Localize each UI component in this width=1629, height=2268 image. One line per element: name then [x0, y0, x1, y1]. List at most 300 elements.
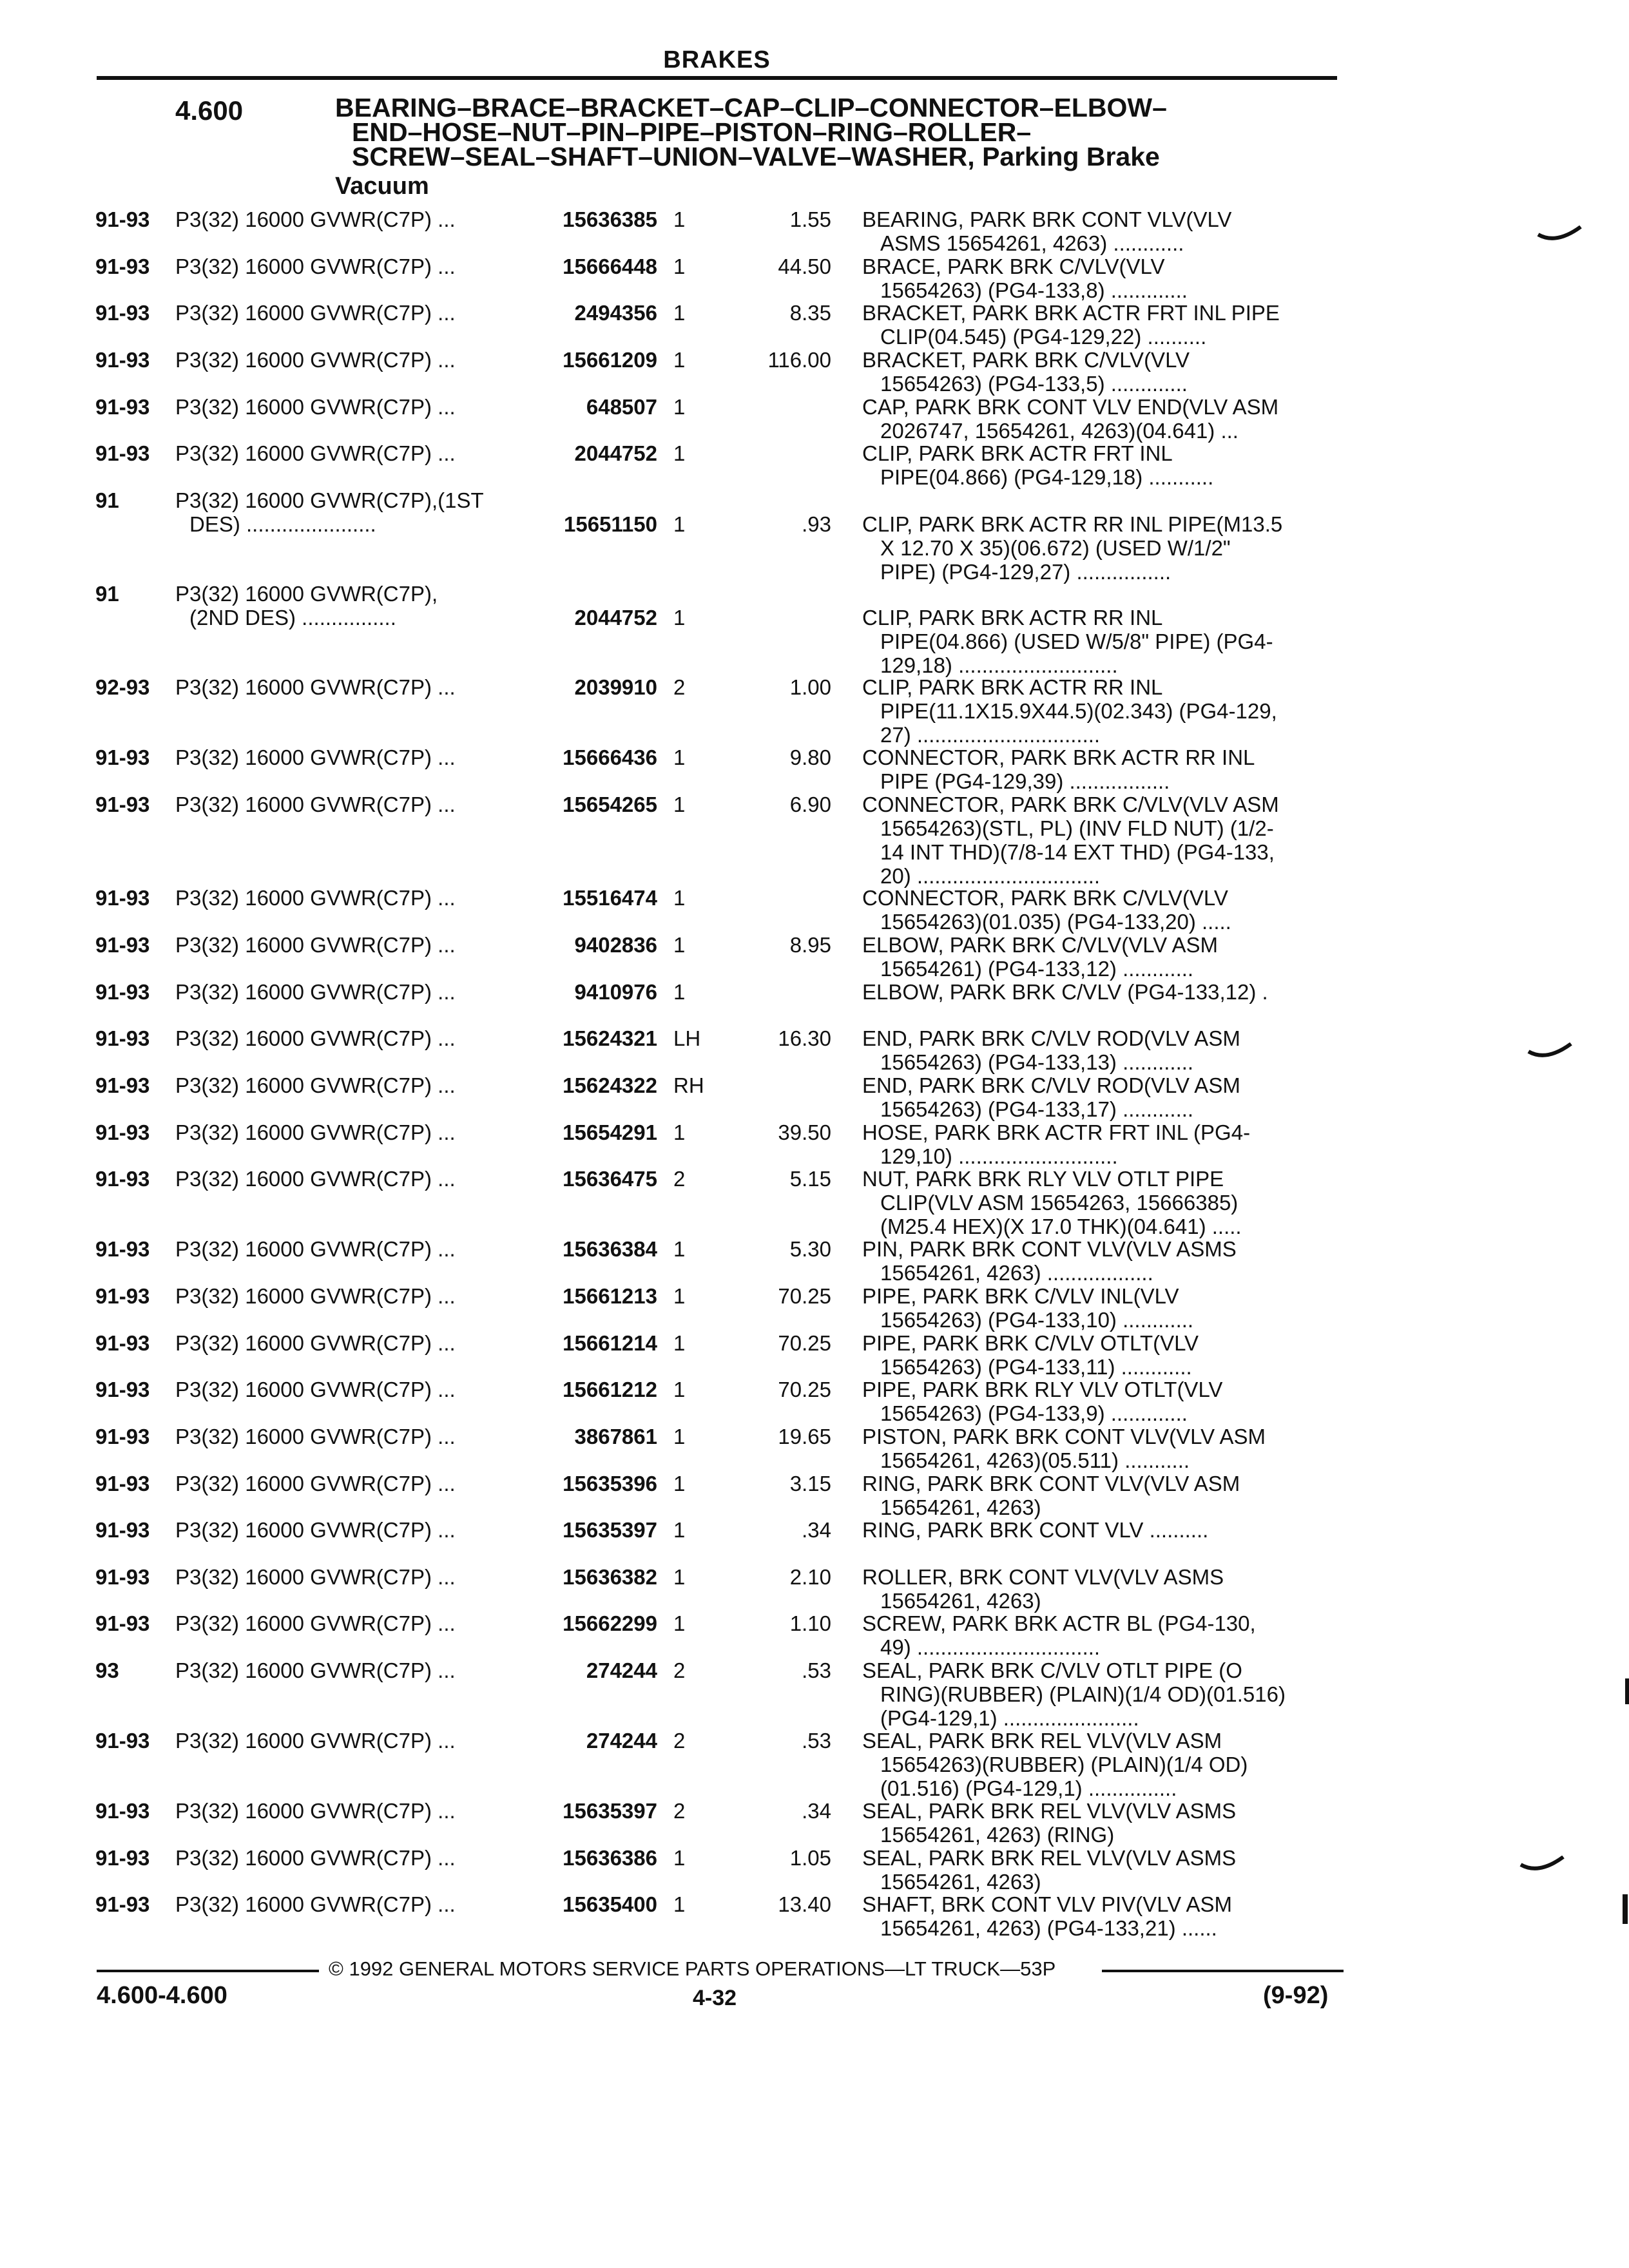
- model-description: [175, 1378, 456, 1401]
- description-line: (01.516) (PG4-129,1) ...............: [880, 1776, 1177, 1801]
- description-line: SEAL, PARK BRK REL VLV(VLV ASMS: [862, 1845, 1237, 1870]
- quantity: 1: [673, 1120, 686, 1144]
- description-line: SHAFT, BRK CONT VLV PIV(VLV ASM: [862, 1892, 1232, 1917]
- description-line: BRACKET, PARK BRK ACTR FRT INL PIPE: [862, 301, 1280, 325]
- model-description: [175, 441, 456, 465]
- model-text: P3(32) 16000 GVWR(C7P): [175, 1799, 432, 1823]
- model-text: P3(32) 16000 GVWR(C7P): [175, 1471, 432, 1495]
- leader-dots: ...: [431, 1658, 456, 1683]
- footer-rule-left: [97, 1970, 319, 1972]
- description-line: 15654263) (PG4-133,11) ............: [880, 1354, 1192, 1379]
- quantity: 1: [673, 1564, 686, 1589]
- part-description: [862, 441, 1339, 489]
- description-line: 15654261, 4263) (RING): [880, 1823, 1115, 1847]
- leader-dots: ...: [431, 933, 456, 957]
- model-text: P3(32) 16000 GVWR(C7P): [175, 933, 432, 957]
- description-line: ELBOW, PARK BRK C/VLV (PG4-133,12) .: [862, 979, 1268, 1004]
- part-number: 15636386: [563, 1845, 657, 1870]
- part-number: 15651150: [563, 512, 657, 536]
- part-description: [862, 1729, 1339, 1800]
- quantity: 1: [673, 1892, 686, 1917]
- part-description: [862, 886, 1339, 934]
- description-line: 27) ...............................: [880, 723, 1101, 747]
- description-line: 15654261, 4263): [880, 1495, 1041, 1519]
- description-line: 15654263) (PG4-133,10) ............: [880, 1307, 1194, 1332]
- description-line: CONNECTOR, PARK BRK C/VLV(VLV: [862, 886, 1228, 910]
- model-years: 91-93: [95, 979, 150, 1004]
- price: 13.40: [778, 1892, 831, 1917]
- part-number: 15516474: [563, 886, 657, 910]
- model-text: P3(32) 16000 GVWR(C7P): [175, 301, 432, 325]
- quantity: 1: [673, 1424, 686, 1448]
- leader-dots: ...: [431, 1026, 456, 1051]
- model-description: [175, 886, 456, 910]
- section-header: BRAKES: [663, 46, 771, 73]
- part-description: [862, 1073, 1339, 1121]
- model-text: P3(32) 16000 GVWR(C7P): [175, 1518, 432, 1542]
- description-line: CAP, PARK BRK CONT VLV END(VLV ASM: [862, 394, 1279, 419]
- model-text: P3(32) 16000 GVWR(C7P): [175, 394, 432, 419]
- leader-dots: ...: [431, 979, 456, 1004]
- model-description: [175, 1331, 456, 1355]
- quantity: 1: [673, 347, 686, 372]
- description-line: PIPE(04.866) (PG4-129,18) ...........: [880, 465, 1214, 490]
- quantity: RH: [673, 1073, 704, 1097]
- model-text: P3(32) 16000 GVWR(C7P): [175, 1845, 432, 1870]
- description-line: 15654263) (PG4-133,17) ............: [880, 1097, 1194, 1121]
- model-description: [175, 1120, 456, 1144]
- quantity: 1: [673, 1845, 686, 1870]
- model-years: 91: [95, 582, 119, 606]
- price: .53: [802, 1658, 831, 1683]
- part-number: 15654265: [563, 793, 657, 817]
- description-line: BRACE, PARK BRK C/VLV(VLV: [862, 254, 1165, 278]
- price: 5.15: [789, 1167, 831, 1191]
- model-years: 91-93: [95, 394, 150, 419]
- description-line: ELBOW, PARK BRK C/VLV(VLV ASM: [862, 933, 1219, 957]
- description-line: 14 INT THD)(7/8-14 EXT THD) (PG4-133,: [880, 840, 1275, 865]
- model-years: 91-93: [95, 207, 150, 231]
- description-line: END, PARK BRK C/VLV ROD(VLV ASM: [862, 1073, 1240, 1097]
- part-number: 15654291: [563, 1120, 657, 1144]
- quantity: 1: [673, 933, 686, 957]
- description-line: X 12.70 X 35)(06.672) (USED W/1/2": [880, 535, 1231, 560]
- part-number: 274244: [586, 1729, 657, 1753]
- model-text: P3(32) 16000 GVWR(C7P): [175, 1120, 432, 1144]
- model-description: [175, 1425, 456, 1448]
- part-number: 3867861: [574, 1424, 657, 1448]
- price: 2.10: [789, 1564, 831, 1589]
- model-description: [175, 301, 456, 325]
- price: 3.15: [789, 1471, 831, 1495]
- price: .93: [802, 512, 831, 536]
- leader-dots: ...: [431, 1799, 456, 1823]
- description-line: CLIP(04.545) (PG4-129,22) ..........: [880, 325, 1207, 349]
- model-description: [175, 1729, 456, 1753]
- part-number: 15666448: [563, 254, 657, 278]
- part-description: [862, 1565, 1339, 1613]
- description-line: BEARING, PARK BRK CONT VLV(VLV: [862, 207, 1232, 231]
- part-number: 15662299: [563, 1611, 657, 1636]
- quantity: 1: [673, 1518, 686, 1542]
- model-description: [175, 1611, 456, 1635]
- part-number: 15635397: [563, 1799, 657, 1823]
- part-description: [862, 1892, 1339, 1940]
- quantity: LH: [673, 1026, 701, 1051]
- price: 44.50: [778, 254, 831, 278]
- description-line: ASMS 15654261, 4263) ............: [880, 231, 1184, 255]
- leader-dots: ...: [431, 675, 456, 700]
- description-line: 15654263)(RUBBER) (PLAIN)(1/4 OD): [880, 1753, 1248, 1777]
- part-number: 15635400: [563, 1892, 657, 1917]
- price: 1.55: [789, 207, 831, 231]
- part-description: [862, 933, 1339, 981]
- part-number: 15661214: [563, 1331, 657, 1355]
- leader-dots: ...: [431, 1378, 456, 1402]
- leader-dots: ...: [431, 254, 456, 278]
- price: 1.00: [789, 675, 831, 700]
- part-description: [862, 207, 1339, 255]
- price: .53: [802, 1729, 831, 1753]
- description-line: 49) ...............................: [880, 1635, 1101, 1660]
- model-years: 91-93: [95, 933, 150, 957]
- description-line: 20) ...............................: [880, 864, 1101, 889]
- model-years: 91-93: [95, 1120, 150, 1144]
- model-text: P3(32) 16000 GVWR(C7P): [175, 1611, 432, 1636]
- description-line: 15654261) (PG4-133,12) ............: [880, 957, 1194, 981]
- quantity: 2: [673, 675, 686, 700]
- description-line: 15654261, 4263): [880, 1588, 1041, 1613]
- quantity: 1: [673, 207, 686, 231]
- model-text: P3(32) 16000 GVWR(C7P): [175, 1378, 432, 1402]
- model-years: 91-93: [95, 793, 150, 817]
- model-description: [175, 745, 456, 769]
- model-continuation: DES) ......................: [189, 512, 376, 536]
- leader-dots: ...: [431, 1424, 456, 1448]
- quantity: 1: [673, 512, 686, 536]
- model-description: [175, 793, 456, 816]
- quantity: 1: [673, 745, 686, 770]
- group-title-line-2: END–HOSE–NUT–PIN–PIPE–PISTON–RING–ROLLER–: [352, 117, 1032, 147]
- leader-dots: ...: [431, 1283, 456, 1308]
- part-description: [862, 793, 1339, 888]
- part-number: 15635397: [563, 1518, 657, 1542]
- price: 8.35: [789, 301, 831, 325]
- model-text: P3(32) 16000 GVWR(C7P): [175, 1331, 432, 1355]
- part-description: [862, 1167, 1339, 1238]
- leader-dots: ...: [431, 441, 456, 466]
- model-years: 91-93: [95, 1283, 150, 1308]
- price: 8.95: [789, 933, 831, 957]
- model-text: P3(32) 16000 GVWR(C7P): [175, 886, 432, 910]
- part-number: 15661212: [563, 1378, 657, 1402]
- footer-range: 4.600-4.600: [97, 1982, 227, 2009]
- part-number: 15661209: [563, 347, 657, 372]
- group-title-line-3: SCREW–SEAL–SHAFT–UNION–VALVE–WASHER, Parking Brake: [352, 142, 1160, 171]
- model-years: 91-93: [95, 1378, 150, 1402]
- model-text: P3(32) 16000 GVWR(C7P): [175, 1167, 432, 1191]
- model-years: 92-93: [95, 675, 150, 700]
- model-text: P3(32) 16000 GVWR(C7P): [175, 347, 432, 372]
- leader-dots: ...: [431, 207, 456, 231]
- model-continuation: (2ND DES) ................: [189, 606, 396, 630]
- description-line: BRACKET, PARK BRK C/VLV(VLV: [862, 347, 1190, 372]
- part-description: [862, 1658, 1339, 1730]
- model-text: P3(32) 16000 GVWR(C7P): [175, 1283, 432, 1308]
- description-line: 15654261, 4263) ..................: [880, 1261, 1153, 1285]
- description-line: SCREW, PARK BRK ACTR BL (PG4-130,: [862, 1611, 1256, 1636]
- quantity: 2: [673, 1167, 686, 1191]
- part-description: [862, 1331, 1339, 1379]
- part-description: [862, 255, 1339, 302]
- group-subtitle: Vacuum: [335, 173, 429, 200]
- leader-dots: ...: [431, 347, 456, 372]
- check-mark-icon: [1519, 1856, 1565, 1875]
- description-line: PIPE(11.1X15.9X44.5)(02.343) (PG4-129,: [880, 699, 1277, 724]
- description-line: 15654261, 4263)(05.511) ...........: [880, 1448, 1190, 1472]
- model-years: 91-93: [95, 1471, 150, 1495]
- description-line: RING, PARK BRK CONT VLV(VLV ASM: [862, 1471, 1240, 1495]
- model-years: 91-93: [95, 1729, 150, 1753]
- model-description: [175, 933, 456, 957]
- leader-dots: ...: [431, 886, 456, 910]
- quantity: 1: [673, 793, 686, 817]
- description-line: (PG4-129,1) .......................: [880, 1706, 1139, 1731]
- model-years: 91-93: [95, 1564, 150, 1589]
- leader-dots: ...: [431, 793, 456, 817]
- model-years: 91-93: [95, 301, 150, 325]
- model-description: [175, 675, 456, 699]
- quantity: 1: [673, 1471, 686, 1495]
- price: 1.10: [789, 1611, 831, 1636]
- description-line: PIPE, PARK BRK RLY VLV OTLT(VLV: [862, 1378, 1223, 1402]
- part-number: 15636475: [563, 1167, 657, 1191]
- part-number: 2044752: [574, 606, 657, 630]
- part-number: 2044752: [574, 441, 657, 466]
- description-line: CLIP, PARK BRK ACTR RR INL: [862, 675, 1163, 700]
- footer-copyright: © 1992 GENERAL MOTORS SERVICE PARTS OPERATIONS—LT TRUCK—53P: [329, 1957, 1056, 1980]
- model-description: [175, 395, 456, 419]
- model-years: 91-93: [95, 1845, 150, 1870]
- description-line: 15654263)(01.035) (PG4-133,20) .....: [880, 910, 1231, 934]
- model-description: [175, 1846, 456, 1870]
- part-description: [862, 1378, 1339, 1425]
- model-years: 91-93: [95, 1424, 150, 1448]
- model-description: P3(32) 16000 GVWR(C7P),(1ST: [175, 488, 484, 512]
- quantity: 1: [673, 1237, 686, 1262]
- price: 9.80: [789, 745, 831, 770]
- quantity: 1: [673, 301, 686, 325]
- quantity: 1: [673, 1331, 686, 1355]
- quantity: 1: [673, 886, 686, 910]
- part-description: [862, 1472, 1339, 1519]
- model-text: P3(32) 16000 GVWR(C7P): [175, 1026, 432, 1051]
- quantity: 1: [673, 606, 686, 630]
- footer-rule-right: [1102, 1970, 1344, 1972]
- quantity: 1: [673, 254, 686, 278]
- model-text: P3(32) 16000 GVWR(C7P): [175, 254, 432, 278]
- description-line: NUT, PARK BRK RLY VLV OTLT PIPE: [862, 1167, 1224, 1191]
- part-number: 15666436: [563, 745, 657, 770]
- part-description: [862, 980, 1339, 1004]
- price: 6.90: [789, 793, 831, 817]
- description-line: 129,18) ...........................: [880, 653, 1118, 678]
- description-line: 15654263) (PG4-133,13) ............: [880, 1050, 1194, 1075]
- scan-edge-mark: [1625, 1678, 1629, 1704]
- description-line: PIPE (PG4-129,39) .................: [880, 769, 1170, 794]
- part-description: [862, 512, 1339, 584]
- description-line: ROLLER, BRK CONT VLV(VLV ASMS: [862, 1564, 1224, 1589]
- description-line: 2026747, 15654261, 4263)(04.641) ...: [880, 418, 1239, 443]
- check-mark-icon: [1527, 1043, 1572, 1062]
- description-line: HOSE, PARK BRK ACTR FRT INL (PG4-: [862, 1120, 1251, 1144]
- description-line: 15654263) (PG4-133,8) .............: [880, 278, 1188, 302]
- description-line: 15654263) (PG4-133,5) .............: [880, 371, 1188, 396]
- part-description: [862, 1120, 1339, 1168]
- model-text: P3(32) 16000 GVWR(C7P): [175, 675, 432, 700]
- description-line: SEAL, PARK BRK C/VLV OTLT PIPE (O: [862, 1658, 1242, 1683]
- description-line: PISTON, PARK BRK CONT VLV(VLV ASM: [862, 1424, 1266, 1448]
- leader-dots: ...: [431, 394, 456, 419]
- leader-dots: ...: [431, 1518, 456, 1542]
- part-description: [862, 395, 1339, 443]
- description-line: PIPE, PARK BRK C/VLV INL(VLV: [862, 1283, 1179, 1308]
- model-years: 91: [95, 488, 119, 512]
- leader-dots: ...: [431, 1331, 456, 1355]
- description-line: CONNECTOR, PARK BRK ACTR RR INL: [862, 745, 1255, 770]
- part-number: 2494356: [574, 301, 657, 325]
- model-text: P3(32) 16000 GVWR(C7P): [175, 1564, 432, 1589]
- model-description: [175, 348, 456, 372]
- model-description: [175, 1658, 456, 1682]
- leader-dots: ...: [431, 1564, 456, 1589]
- model-description: [175, 980, 456, 1004]
- model-text: P3(32) 16000 GVWR(C7P): [175, 793, 432, 817]
- part-description: [862, 1237, 1339, 1285]
- part-number: 15624321: [563, 1026, 657, 1051]
- leader-dots: ...: [431, 301, 456, 325]
- leader-dots: ...: [431, 1237, 456, 1262]
- model-years: 93: [95, 1658, 119, 1683]
- price: .34: [802, 1518, 831, 1542]
- part-description: [862, 348, 1339, 396]
- model-text: P3(32) 16000 GVWR(C7P): [175, 1658, 432, 1683]
- model-years: 91-93: [95, 254, 150, 278]
- model-description: [175, 1237, 456, 1261]
- price: 70.25: [778, 1283, 831, 1308]
- model-description: [175, 1892, 456, 1916]
- quantity: 1: [673, 1378, 686, 1402]
- description-line: END, PARK BRK C/VLV ROD(VLV ASM: [862, 1026, 1240, 1051]
- model-text: P3(32) 16000 GVWR(C7P): [175, 207, 432, 231]
- quantity: 2: [673, 1658, 686, 1683]
- model-years: 91-93: [95, 1026, 150, 1051]
- model-years: 91-93: [95, 1073, 150, 1097]
- model-text: P3(32) 16000 GVWR(C7P): [175, 979, 432, 1004]
- description-line: RING, PARK BRK CONT VLV ..........: [862, 1518, 1209, 1542]
- model-years: 91-93: [95, 1167, 150, 1191]
- description-line: PIPE, PARK BRK C/VLV OTLT(VLV: [862, 1331, 1199, 1355]
- description-line: PIPE) (PG4-129,27) ................: [880, 559, 1171, 584]
- description-line: 15654261, 4263) (PG4-133,21) ......: [880, 1916, 1217, 1941]
- part-description: [862, 675, 1339, 747]
- part-description: [862, 1284, 1339, 1332]
- model-description: [175, 1472, 456, 1495]
- model-description: [175, 1026, 456, 1050]
- description-line: 15654263)(STL, PL) (INV FLD NUT) (1/2-: [880, 816, 1274, 841]
- model-description: [175, 1284, 456, 1308]
- price: 70.25: [778, 1331, 831, 1355]
- price: 1.05: [789, 1845, 831, 1870]
- model-text: P3(32) 16000 GVWR(C7P): [175, 1073, 432, 1097]
- part-number: 15661213: [563, 1283, 657, 1308]
- model-years: 91-93: [95, 1331, 150, 1355]
- leader-dots: ...: [431, 1729, 456, 1753]
- group-number: 4.600: [175, 95, 244, 126]
- part-number: 15636385: [563, 207, 657, 231]
- scan-edge-mark: [1623, 1894, 1628, 1924]
- model-text: P3(32) 16000 GVWR(C7P): [175, 1424, 432, 1448]
- leader-dots: ...: [431, 1611, 456, 1636]
- model-description: [175, 255, 456, 278]
- description-line: 129,10) ...........................: [880, 1144, 1118, 1168]
- model-text: P3(32) 16000 GVWR(C7P): [175, 1237, 432, 1262]
- model-description: [175, 1565, 456, 1589]
- leader-dots: ...: [431, 1167, 456, 1191]
- model-text: P3(32) 16000 GVWR(C7P): [175, 1892, 432, 1917]
- price: 39.50: [778, 1120, 831, 1144]
- description-line: CLIP, PARK BRK ACTR FRT INL: [862, 441, 1173, 466]
- model-years: 91-93: [95, 745, 150, 770]
- model-years: 91-93: [95, 347, 150, 372]
- part-description: [862, 301, 1339, 349]
- description-line: PIN, PARK BRK CONT VLV(VLV ASMS: [862, 1237, 1237, 1262]
- description-line: CLIP, PARK BRK ACTR RR INL: [862, 606, 1163, 630]
- quantity: 1: [673, 394, 686, 419]
- quantity: 2: [673, 1729, 686, 1753]
- model-description: [175, 1799, 456, 1823]
- part-description: [862, 1611, 1339, 1659]
- price: .34: [802, 1799, 831, 1823]
- model-years: 91-93: [95, 886, 150, 910]
- model-description: [175, 1167, 456, 1191]
- check-mark-icon: [1537, 226, 1582, 245]
- description-line: CLIP(VLV ASM 15654263, 15666385): [880, 1191, 1239, 1215]
- description-line: RING)(RUBBER) (PLAIN)(1/4 OD)(01.516): [880, 1682, 1286, 1707]
- part-number: 9402836: [574, 933, 657, 957]
- part-number: 2039910: [574, 675, 657, 700]
- leader-dots: ...: [431, 1073, 456, 1097]
- description-line: PIPE(04.866) (USED W/5/8" PIPE) (PG4-: [880, 629, 1273, 654]
- description-line: CONNECTOR, PARK BRK C/VLV(VLV ASM: [862, 793, 1279, 817]
- part-description: [862, 1518, 1339, 1542]
- quantity: 1: [673, 441, 686, 466]
- quantity: 1: [673, 1611, 686, 1636]
- quantity: 1: [673, 1283, 686, 1308]
- description-line: SEAL, PARK BRK REL VLV(VLV ASMS: [862, 1799, 1237, 1823]
- price: 5.30: [789, 1237, 831, 1262]
- model-years: 91-93: [95, 1518, 150, 1542]
- part-number: 274244: [586, 1658, 657, 1683]
- price: 116.00: [767, 347, 831, 372]
- part-number: 9410976: [574, 979, 657, 1004]
- description-line: SEAL, PARK BRK REL VLV(VLV ASM: [862, 1729, 1222, 1753]
- group-title-line-1: BEARING–BRACE–BRACKET–CAP–CLIP–CONNECTOR–ELBOW–: [335, 93, 1167, 122]
- model-description: P3(32) 16000 GVWR(C7P),: [175, 582, 438, 606]
- model-description: [175, 1073, 456, 1097]
- price: 16.30: [778, 1026, 831, 1051]
- leader-dots: ...: [431, 1892, 456, 1917]
